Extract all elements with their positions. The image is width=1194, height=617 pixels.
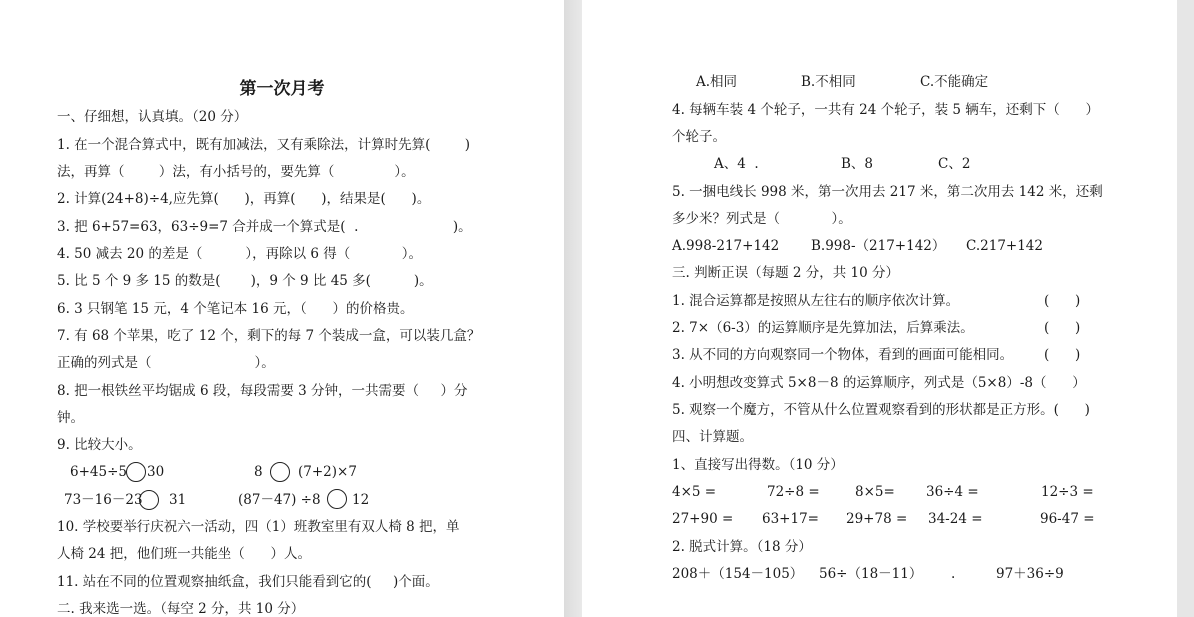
question-9: 9. 比较大小。 [57,437,142,453]
page-title: 第一次月考 [239,79,325,99]
choice-question-5-line-2: 多少米？列式是（ ）。 [672,211,852,227]
right-margin-shade [1177,0,1194,617]
question-1-line-1: 1. 在一个混合算式中，既有加减法，又有乘除法，计算时先算( ) [57,137,471,153]
question-3: 3. 把 6+57=63，63÷9=7 合并成一个算式是( . )。 [57,219,472,235]
choice-question-4-line-2: 个轮子。 [672,129,726,145]
section-three-heading: 三. 判断正误（每题 2 分，共 10 分） [672,265,900,281]
question-1-line-2: 法，再算（ ）法，有小括号的，要先算（ ）。 [57,164,415,180]
choice-q4-b: B、8 [841,156,874,172]
question-10-line-1: 10. 学校要举行庆祝六一活动，四（1）班教室里有双人椅 8 把，单 [57,519,460,535]
compare-4-right: 12 [352,492,370,508]
compare-circle-4[interactable] [327,489,347,509]
question-8-line-1: 8. 把一根铁丝平均锯成 6 段，每段需要 3 分钟，一共需要（ ）分 [57,383,468,399]
section-two-heading: 二. 我来选一选。（每空 2 分，共 10 分） [57,601,305,617]
section-four-heading: 四、计算题。 [672,429,753,445]
judge-5: 5. 观察一个魔方，不管从什么位置观察看到的形状都是正方形。( ) [672,402,1090,418]
choice-q3-c: C.不能确定 [920,74,989,90]
choice-q5-c: C.217+142 [966,238,1043,254]
judge-3-paren[interactable]: ( ) [1044,347,1081,363]
question-4: 4. 50 减去 20 的差是（ ），再除以 6 得（ ）。 [57,246,422,262]
oral-1-2: 72÷8 = [767,484,820,500]
oral-1-3: 8×5= [855,484,895,500]
document-page-left [0,0,564,617]
oral-2-5: 96-47 = [1040,511,1095,527]
compare-3-left: 73－16－23 [64,492,143,508]
question-7-line-1: 7. 有 68 个苹果，吃了 12 个，剩下的每 7 个装成一盒，可以装几盒？ [57,328,481,344]
choice-question-4-line-1: 4. 每辆车装 4 个轮子，一共有 24 个轮子，装 5 辆车，还剩下（ ） [672,102,1100,118]
choice-question-5-line-1: 5. 一捆电线长 998 米，第一次用去 217 米，第二次用去 142 米，还剩 [672,184,1103,200]
compare-circle-1[interactable] [126,462,146,482]
question-8-line-2: 钟。 [57,410,84,426]
oral-2-1: 27+90 = [672,511,734,527]
question-11: 11. 站在不同的位置观察抽纸盒，我们只能看到它的( )个面。 [57,574,439,590]
judge-1-paren[interactable]: ( ) [1044,293,1081,309]
question-2: 2. 计算(24+8)÷4,应先算( )，再算( )，结果是( )。 [57,191,431,207]
judge-2: 2. 7×（6-3）的运算顺序是先算加法，后算乘法。 [672,320,974,336]
section-one-heading: 一、仔细想，认真填。（20 分） [57,109,248,125]
step-calc-1: 208＋（154－105） [672,566,804,582]
question-7-line-2: 正确的列式是（ ）。 [57,355,275,371]
compare-circle-3[interactable] [139,490,159,510]
oral-2-4: 34-24 = [928,511,983,527]
question-5: 5. 比 5 个 9 多 15 的数是( )，9 个 9 比 45 多( )。 [57,273,433,289]
compare-4-left: (87－47) ÷8 [238,492,321,508]
compare-1-right: 30 [147,464,165,480]
step-calc-2: 56÷（18－11） [819,566,923,582]
choice-q4-a: A、4 . [714,156,759,172]
oral-2-2: 63+17= [762,511,819,527]
document-page-right [582,0,1177,617]
judge-4: 4. 小明想改变算式 5×8－8 的运算顺序，列式是（5×8）-8（ ） [672,375,1086,391]
page-gutter [564,0,582,617]
choice-q5-a: A.998-217+142 [672,238,780,254]
choice-q3-a: A.相同 [696,74,738,90]
step-calc-3: 97＋36÷9 [996,566,1064,582]
judge-1: 1. 混合运算都是按照从左往右的顺序依次计算。 [672,293,960,309]
oral-1-5: 12÷3 = [1041,484,1094,500]
step-calc-heading: 2. 脱式计算。（18 分） [672,539,812,555]
oral-2-3: 29+78 = [846,511,908,527]
compare-1-left: 6+45÷5 [70,464,127,480]
compare-2-left: 8 [254,464,263,480]
choice-q5-b: B.998-（217+142） [811,238,946,254]
question-6: 6. 3 只钢笔 15 元，4 个笔记本 16 元，（ ）的价格贵。 [57,301,414,317]
compare-3-right: 31 [169,492,187,508]
compare-2-right: (7+2)×7 [298,464,357,480]
choice-q4-c: C、2 [938,156,971,172]
oral-1-4: 36÷4 = [926,484,979,500]
compare-circle-2[interactable] [270,462,290,482]
oral-calc-heading: 1、直接写出得数。（10 分） [672,457,844,473]
judge-3: 3. 从不同的方向观察同一个物体，看到的画面可能相同。 [672,347,1014,363]
step-calc-mark: . [951,566,956,582]
judge-2-paren[interactable]: ( ) [1044,320,1081,336]
choice-q3-b: B.不相同 [801,74,856,90]
question-10-line-2: 人椅 24 把，他们班一共能坐（ ）人。 [57,546,312,562]
oral-1-1: 4×5 = [672,484,717,500]
